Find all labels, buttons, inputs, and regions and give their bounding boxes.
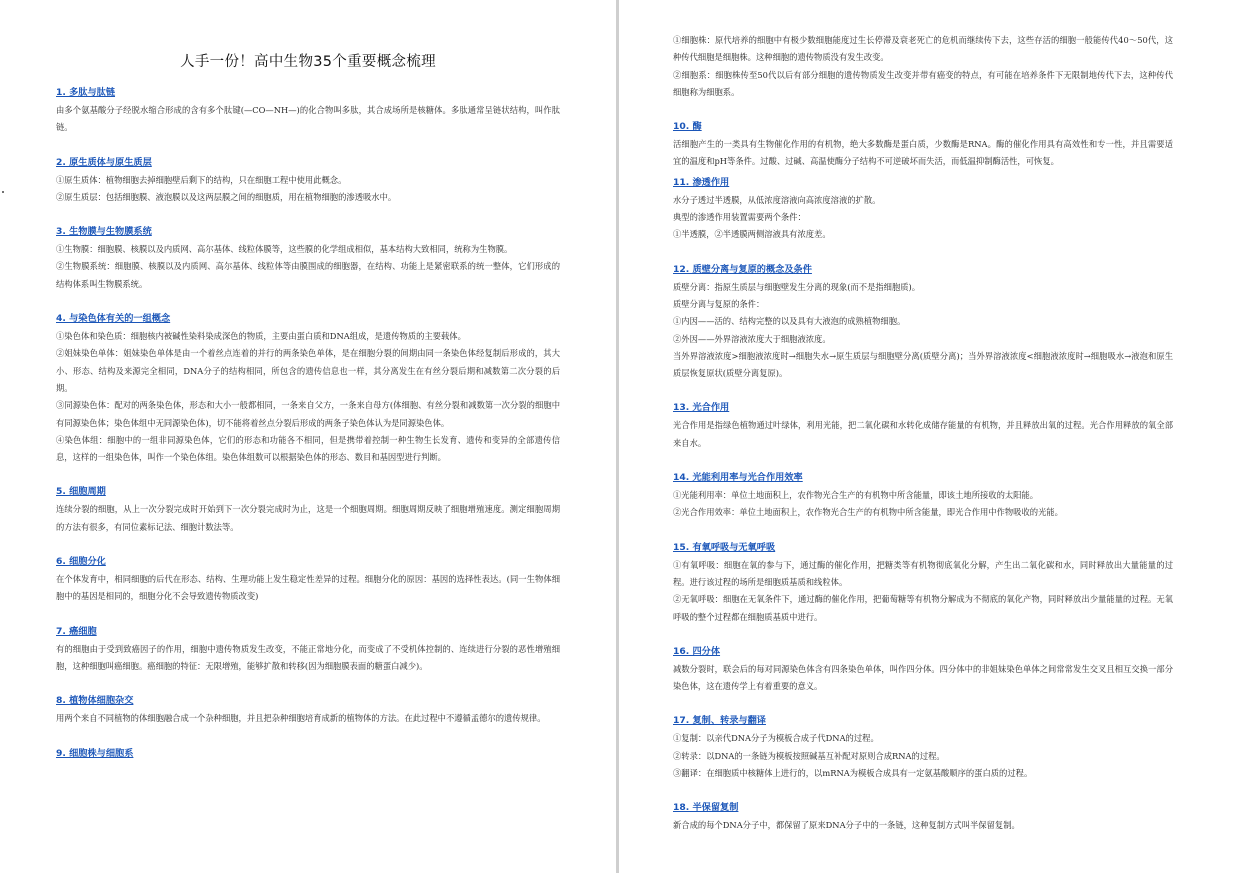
section-paragraph: ③同源染色体：配对的两条染色体，形态和大小一般都相同，一条来自父方，一条来自母方(体细胞、有丝分裂和减数第一次分裂的细胞中有同源染色体；染色体组中无同源染色体)，切不能将着丝点分裂后形成的两条子染色体认为是同源染色体。	[56, 400, 560, 428]
section-paragraph: ②外因——外界溶液浓度大于细胞液浓度。	[673, 333, 831, 344]
section-heading[interactable]: 11. 渗透作用	[673, 176, 730, 188]
section	[673, 119, 1173, 171]
left-page-body	[56, 85, 560, 761]
section-paragraph: ②转录：以DNA的一条链为模板按照碱基互补配对原则合成RNA的过程。	[673, 750, 945, 761]
section	[673, 175, 1173, 244]
section-heading[interactable]: 8. 植物体细胞杂交	[56, 695, 134, 707]
section-heading[interactable]: 15. 有氧呼吸与无氧呼吸	[673, 541, 776, 553]
section-paragraph: ①细胞株：原代培养的细胞中有极少数细胞能度过生长停滞及衰老死亡的危机而继续传下去，这些存活的细胞一般能传代40～50代，这种传代细胞是细胞株。这种细胞的遗传物质没有发生改变。	[673, 35, 1173, 63]
section-paragraph: 水分子透过半透膜，从低浓度溶液向高浓度溶液的扩散。	[673, 194, 881, 205]
margin-dot	[2, 191, 4, 193]
section	[56, 693, 560, 727]
section-heading[interactable]: 1. 多肽与肽链	[56, 87, 116, 98]
section	[56, 554, 560, 606]
section-paragraph: ②姐妹染色单体：姐妹染色单体是由一个着丝点连着的并行的两条染色单体，是在细胞分裂的间期由同一条染色体经复制后形成的，其大小、形态、结构及来源完全相同，DNA分子的结构相同，所包含的遗传信息也一样，其分离发生在有丝分裂后期和减数第二次分裂的后期。	[56, 348, 560, 393]
section-paragraph: ②无氧呼吸：细胞在无氧条件下，通过酶的催化作用，把葡萄糖等有机物分解成为不彻底的氧化产物，同时释放出少量能量的过程。无氧呼吸的整个过程都在细胞质基质中进行。	[673, 594, 1173, 622]
section	[673, 800, 1173, 834]
section-heading[interactable]: 12. 质壁分离与复原的概念及条件	[673, 263, 812, 275]
section-heading[interactable]: 14. 光能利用率与光合作用效率	[673, 472, 803, 484]
section	[56, 224, 560, 293]
section	[673, 644, 1173, 696]
section-paragraph: 减数分裂时，联会后的每对同源染色体含有四条染色单体，叫作四分体。四分体中的非姐妹染色单体之间常常发生交叉且相互交换一部分染色体，这在遗传学上有着重要的意义。	[673, 663, 1173, 692]
section	[673, 713, 1173, 782]
section-paragraph: ①有氧呼吸：细胞在氧的参与下，通过酶的催化作用，把糖类等有机物彻底氧化分解，产生出二氧化碳和水，同时释放出大量能量的过程。进行该过程的场所是细胞质基质和线粒体。	[673, 559, 1173, 587]
section-heading[interactable]: 16. 四分体	[673, 645, 721, 657]
section	[56, 484, 560, 536]
section-heading[interactable]: 2. 原生质体与原生质层	[56, 156, 152, 168]
section	[56, 746, 560, 761]
section-paragraph: ②细胞系：细胞株传至50代以后有部分细胞的遗传物质发生改变并带有癌变的特点，有可能在培养条件下无限制地传代下去，这种传代细胞称为细胞系。	[673, 69, 1173, 97]
section	[56, 85, 560, 137]
section-paragraph: 质壁分离：指原生质层与细胞壁发生分离的现象(而不是指细胞质)。	[673, 281, 921, 292]
section-paragraph: ②原生质层：包括细胞膜、液泡膜以及这两层膜之间的细胞质，用在植物细胞的渗透吸水中。	[56, 191, 397, 202]
section	[56, 155, 560, 207]
section	[56, 624, 560, 676]
section-heading[interactable]: 6. 细胞分化	[56, 556, 106, 568]
section	[673, 32, 1173, 101]
section-heading[interactable]: 7. 癌细胞	[56, 625, 97, 637]
section-heading[interactable]: 5. 细胞周期	[56, 486, 106, 498]
section-paragraph: 由多个氨基酸分子经脱水缩合形成的含有多个肽键(—CO—NH—)的化合物叫多肽，其合成场所是核糖体。多肽通常呈链状结构，叫作肽链。	[56, 105, 560, 133]
section-paragraph: 光合作用是指绿色植物通过叶绿体，利用光能，把二氧化碳和水转化成储存能量的有机物，并且释放出氧的过程。光合作用释放的氧全部来自水。	[673, 420, 1173, 448]
section-heading[interactable]: 17. 复制、转录与翻译	[673, 715, 766, 727]
right-page	[619, 0, 1235, 873]
section-heading[interactable]: 18. 半保留复制	[673, 802, 739, 814]
section	[673, 400, 1173, 452]
section-paragraph: 在个体发育中，相同细胞的后代在形态、结构、生理功能上发生稳定性差异的过程。细胞分化的原因：基因的选择性表达。(同一生物体细胞中的基因是相同的，细胞分化不会导致遗传物质改变)	[56, 574, 560, 602]
section-paragraph: 连续分裂的细胞，从上一次分裂完成时开始到下一次分裂完成时为止，这是一个细胞周期。细胞周期反映了细胞增殖速度。测定细胞周期的方法有很多，有同位素标记法、细胞计数法等。	[56, 504, 560, 532]
right-page-body	[673, 32, 1173, 835]
section	[673, 470, 1173, 522]
section-heading[interactable]: 3. 生物膜与生物膜系统	[56, 226, 152, 238]
section-paragraph: ①原生质体：植物细胞去掉细胞壁后剩下的结构，只在细胞工程中使用此概念。	[56, 174, 347, 185]
section-paragraph: 活细胞产生的一类具有生物催化作用的有机物，绝大多数酶是蛋白质，少数酶是RNA。酶的催化作用具有高效性和专一性，并且需要适宜的温度和pH等条件。过酸、过碱、高温使酶分子结构不可逆破坏而失活，而低温抑制酶活性，可恢复。	[673, 139, 1173, 167]
section-paragraph: 新合成的每个DNA分子中，都保留了原来DNA分子中的一条链，这种复制方式叫半保留复制。	[673, 820, 1020, 831]
section	[673, 540, 1173, 626]
section-paragraph: ①复制：以亲代DNA分子为模板合成子代DNA的过程。	[673, 733, 879, 744]
section-paragraph: 用两个来自不同植物的体细胞融合成一个杂种细胞，并且把杂种细胞培育成新的植物体的方法。在此过程中不遵循孟德尔的遗传规律。	[56, 713, 546, 724]
section	[56, 311, 560, 466]
document-title: 人手一份！高中生物35个重要概念梳理	[180, 54, 436, 70]
section-paragraph: ①光能利用率：单位土地面积上，农作物光合生产的有机物中所含能量，即该土地所接收的太阳能。	[673, 490, 1039, 501]
section-paragraph: ④染色体组：细胞中的一组非同源染色体，它们的形态和功能各不相同，但是携带着控制一种生物生长发育、遗传和变异的全部遗传信息，这样的一组染色体，叫作一个染色体组。染色体组数可以根据染色体的形态、数目和基因型进行判断。	[56, 434, 560, 463]
section-paragraph: ①生物膜：细胞膜、核膜以及内质网、高尔基体、线粒体膜等，这些膜的化学组成相似，基本结构大致相同，统称为生物膜。	[56, 244, 513, 255]
section-heading[interactable]: 10. 酶	[673, 121, 702, 133]
section	[673, 262, 1173, 383]
section-paragraph: 当外界溶液浓度>细胞液浓度时→细胞失水→原生质层与细胞壁分离(质壁分离)；当外界溶液浓度<细胞液浓度时→细胞吸水→液泡和原生质层恢复原状(质壁分离复原)。	[673, 350, 1173, 379]
section-paragraph: ①染色体和染色质：细胞核内被碱性染料染成深色的物质，主要由蛋白质和DNA组成，是遗传物质的主要载体。	[56, 331, 466, 342]
section-paragraph: ③翻译：在细胞质中核糖体上进行的，以mRNA为模板合成具有一定氨基酸顺序的蛋白质的过程。	[673, 768, 1033, 779]
section-paragraph: 有的细胞由于受到致癌因子的作用，细胞中遗传物质发生改变，不能正常地分化，而变成了不受机体控制的、连续进行分裂的恶性增殖细胞，这种细胞叫癌细胞。癌细胞的特征：无限增殖，能够扩散和转移(因为细胞膜表面的糖蛋白减少)。	[56, 643, 560, 671]
section-paragraph: 典型的渗透作用装置需要两个条件：	[673, 212, 806, 223]
section-paragraph: ②生物膜系统：细胞膜、核膜以及内质网、高尔基体、线粒体等由膜围成的细胞器，在结构、功能上是紧密联系的统一整体，它们形成的结构体系叫生物膜系统。	[56, 261, 560, 289]
section-paragraph: 质壁分离与复原的条件：	[673, 298, 765, 309]
section-heading[interactable]: 4. 与染色体有关的一组概念	[56, 313, 171, 325]
section-heading[interactable]: 9. 细胞株与细胞系	[56, 747, 134, 759]
section-heading[interactable]: 13. 光合作用	[673, 402, 730, 414]
section-paragraph: ①半透膜，②半透膜两侧溶液具有浓度差。	[673, 229, 831, 240]
section-paragraph: ①内因——活的、结构完整的以及具有大液泡的成熟植物细胞。	[673, 316, 906, 327]
section-paragraph: ②光合作用效率：单位土地面积上，农作物光合生产的有机物中所含能量，即光合作用中作物吸收的光能。	[673, 507, 1063, 518]
left-page	[0, 0, 616, 873]
